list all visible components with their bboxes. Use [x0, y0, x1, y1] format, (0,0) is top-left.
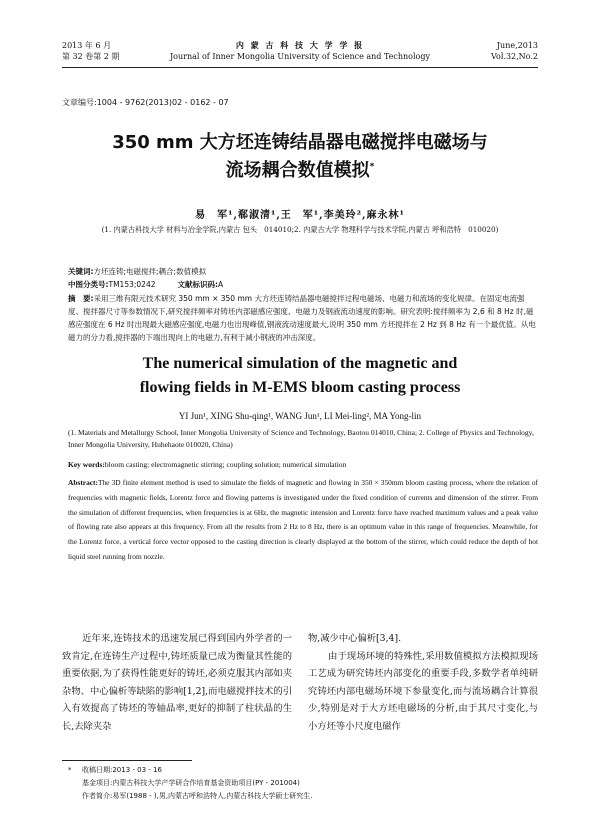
footnote-author-text: 作者简介:易军(1988 - ),男,内蒙古呼和浩特人,内蒙古科技大学硕士研究生. [82, 792, 313, 800]
running-header [62, 40, 538, 66]
authors-en: YI Jun¹, XING Shu-qing¹, WANG Jun¹, LI Mei-ling², MA Yong-lin [178, 411, 422, 421]
header-date-cn: 2013 年 6 月 [62, 41, 112, 50]
keywords-cn [68, 265, 538, 278]
title-cn [62, 130, 538, 183]
keywords-en-text: bloom casting; electromagnetic stirring; coupling solution; numerical simulation [104, 460, 347, 469]
abstract-cn-label: 摘 要: [68, 294, 94, 303]
affiliation-cn: (1. 内蒙古科技大学 材料与冶金学院,内蒙古 包头 014010;2. 内蒙古大学 物理科学与技术学院,内蒙古 呼和浩特 010020) [101, 225, 499, 234]
header-volume-cn: 第 32 卷第 2 期 [62, 52, 120, 61]
class-label: 中图分类号: [68, 280, 109, 289]
abstract-cn [68, 292, 538, 344]
header-date-en: June,2013 [496, 41, 538, 50]
title-en-line1: The numerical simulation of the magnetic and [142, 355, 458, 372]
header-volume-en: Vol.32,No.2 [491, 52, 538, 61]
title-en [62, 352, 538, 400]
title-footnote-mark: * [369, 162, 375, 172]
header-right [491, 40, 538, 62]
body-right-paragraph-2-wrap [308, 648, 538, 736]
article-number: 文章编号:1004 - 9762(2013)02 - 0162 - 07 [62, 98, 229, 107]
abstract-en-label: Abstract: [68, 478, 98, 487]
title-cn-line2-text: 流场耦合数值模拟 [225, 160, 370, 181]
doc-code-value: A [217, 280, 224, 289]
abstract-cn-text: 采用三维有限元技术研究 350 mm × 350 mm 大方坯连铸结晶器电磁搅拌过程电磁场、电磁力和流场的变化规律。在固定电流强度、搅拌器尺寸等参数情况下,研究搅拌频率对铸坯内部磁感应强度、电磁力及钢液流动速度的影响。研究表明:搅拌频率为 2,6 和 8 Hz 时,磁感应强度在 6 Hz 时出现最大磁感应强度,电磁力也出现峰值,钢液流动速度最大,说明 350 mm 方坯搅拌在 2 Hz 到 8 Hz 有一个最优值。从电磁力的分力看,搅拌器的下端出现向上的电磁力,有利于减小钢液的冲击深度。 [68, 294, 536, 342]
header-rule [62, 67, 538, 68]
footnote-fund-text: 基金项目:内蒙古科技大学产学研合作培育基金资助项目(PY - 201004) [82, 779, 300, 787]
footnote-received [68, 764, 538, 776]
body-right-paragraph-1: 物,减少中心偏析[3,4]. [308, 633, 402, 644]
header-center [62, 40, 538, 62]
class-value: TM153;0242 [108, 280, 156, 289]
abstract-en [68, 476, 538, 565]
footnote-received-text: 收稿日期:2013 - 03 - 16 [82, 766, 162, 774]
journal-name-cn: 内 蒙 古 科 技 大 学 学 报 [235, 40, 365, 50]
keywords-cn-text: 方坯连铸;电磁搅拌;耦合;数值模拟 [93, 267, 207, 276]
body-column-right [308, 630, 538, 735]
body-left-paragraph: 近年来,连铸技术的迅速发展已得到国内外学者的一致肯定,在连铸生产过程中,铸坯质量已成为衡量其性能的重要依据,为了获得性能更好的铸坯,必须克服其内部如夹杂物、中心偏析等缺陷的影响[1,2],而电磁搅拌技术的引入有效提高了铸坯的等轴晶率,更好的抑制了柱状晶的生长,去除夹杂 [62, 633, 292, 732]
footnote-rule [62, 760, 192, 761]
title-cn-line2 [62, 155, 538, 183]
journal-name-en: Journal of Inner Mongolia University of Science and Technology [169, 52, 431, 61]
doc-code-label: 文献标识码: [177, 280, 218, 289]
body-right-paragraph-2: 由于现场环境的特殊性,采用数值模拟方法模拟现场工艺成为研究铸坯内部变化的重要手段,多数学者单纯研究铸坯内部电磁场环境下参量变化,而与流场耦合计算很少,特别是对于大方坯电磁场的分析,由于其尺寸变化,与小方坯等小尺度电磁作 [308, 650, 538, 732]
title-cn-line1: 350 mm 大方坯连铸结晶器电磁搅拌电磁场与 [112, 132, 488, 153]
classification-line [68, 278, 538, 291]
keywords-en-label: Key words: [68, 460, 105, 469]
body-column-left [62, 630, 292, 735]
title-en-line2: flowing fields in M-EMS bloom casting process [139, 379, 461, 396]
affiliation-en: (1. Materials and Metallurgy School, Inner Mongolia University of Science and Technology, Baotou 014010, China; 2. College of Physics and Technology, Inner Mongolia University, Huhehaote 010020, China) [68, 428, 534, 449]
abstract-en-text: The 3D finite element method is used to simulate the fields of magnetic and flowing in 350 × 350mm bloom casting process, where the relation of frequencies with magnetic fields, Lorentz force and flowing patterns is investigated under the fixed condition of currents and dimension of the stirrer. From the simulation of different frequencies, when frequencies is at 6Hz, the magnetic intension and Lorentz force have reached maximum values and a peak value of flowing rate also appears at this frequency. From all the results from 2 Hz to 8 Hz, there is an optimum value in this range of frequencies. Meanwhile, for the Lorentz force, a vertical force vector opposed to the casting direction is clearly displayed at the bottom of the stirrer, which could reduce the depth of hot liquid steel running from nozzle. [68, 478, 538, 561]
footnote-fund [68, 777, 538, 789]
footnote-author [68, 790, 538, 802]
footnote-star: * [68, 766, 72, 774]
keywords-en [68, 459, 538, 471]
authors-cn: 易 军¹,郗淑清¹,王 军¹,李美玲²,麻永林¹ [195, 210, 405, 221]
keywords-cn-label: 关键词: [68, 267, 94, 276]
